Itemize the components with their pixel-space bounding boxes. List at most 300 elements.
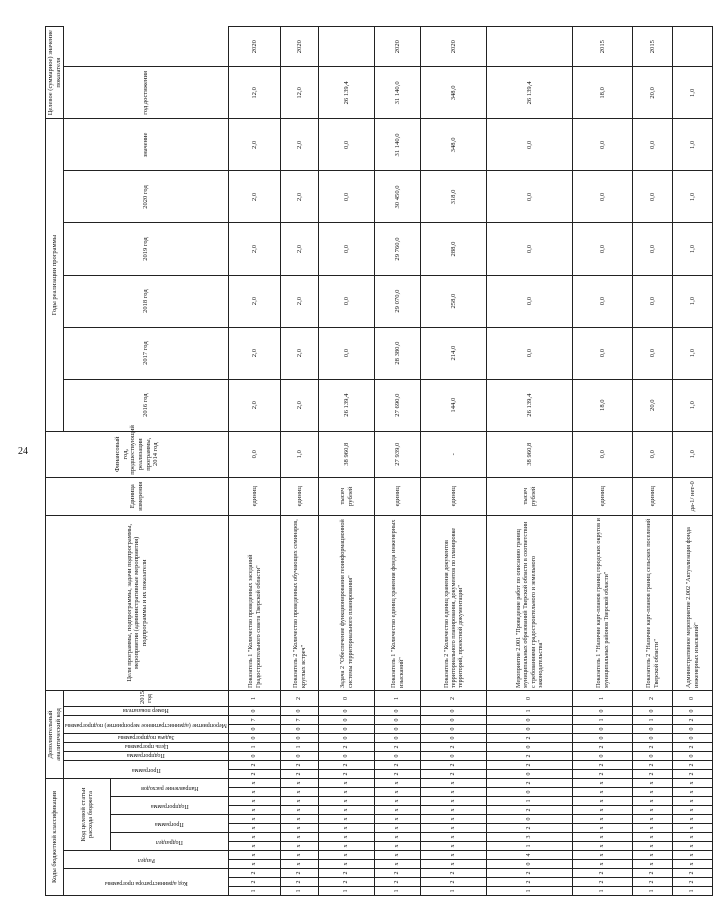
code-digit-cell: 0 xyxy=(319,707,375,716)
code-digit-cell: 1 xyxy=(673,887,713,896)
target-year-cell xyxy=(487,27,573,67)
code-digit-cell: 0 xyxy=(487,770,573,779)
target-value-cell: 20,0 xyxy=(633,67,673,119)
base-year-value-cell: 27 939,0 xyxy=(375,431,421,477)
code-digit-cell: 0 xyxy=(281,707,319,716)
target-group-header: Целевое (суммарное) значение показателя xyxy=(46,27,64,119)
code-digit-cell: 0 xyxy=(487,788,573,797)
code-digit-cell: х xyxy=(573,833,633,842)
code-digit-cell: 2 xyxy=(421,743,487,752)
code-digit-cell: х xyxy=(319,815,375,824)
year-value-cell: 1,0 xyxy=(673,171,713,223)
year-value-cell: 1,0 xyxy=(673,223,713,275)
code-digit-cell: 3 xyxy=(487,833,573,842)
year-value-cell: 0,0 xyxy=(573,223,633,275)
year-value-cell: 26 139,4 xyxy=(487,379,573,431)
code-digit-cell: х xyxy=(633,824,673,833)
code-digit-cell: 2 xyxy=(633,770,673,779)
admin-code-header: Код администратора программы xyxy=(64,869,229,896)
code-digit-cell: х xyxy=(573,815,633,824)
target-value-cell: 348,0 xyxy=(421,67,487,119)
code-digit-cell: 0 xyxy=(229,752,281,761)
code-digit-cell: х xyxy=(673,815,713,824)
code-digit-cell: 1 xyxy=(487,887,573,896)
codes-group-header: Коды бюджетной классификации xyxy=(46,779,64,896)
subprogram-code-header: Подпрограмма xyxy=(64,752,229,761)
code-digit-cell: 2 xyxy=(487,824,573,833)
code-digit-cell: 0 xyxy=(673,690,713,706)
table-row xyxy=(421,27,487,896)
program-code-header: Программа xyxy=(64,761,229,779)
year-value-cell: 1,0 xyxy=(673,275,713,327)
code-digit-cell: 2 xyxy=(319,761,375,770)
year-2015-header: 2015 год xyxy=(64,690,229,706)
indicator-name-cell: Показатель 1 "Количество проведенных заседаний Градостроительного совета Тверской области" xyxy=(229,515,281,690)
year-value-cell: 1,0 xyxy=(673,327,713,379)
year-value-cell: 0,0 xyxy=(319,327,375,379)
code-digit-cell: х xyxy=(229,842,281,851)
target-year-cell: 2020 xyxy=(375,27,421,67)
code-digit-cell: х xyxy=(281,788,319,797)
program-indicators-table xyxy=(45,26,713,896)
code-digit-cell: х xyxy=(673,860,713,869)
code-digit-cell: 2 xyxy=(573,761,633,770)
code-digit-cell: 0 xyxy=(421,707,487,716)
code-digit-cell: 0 xyxy=(229,707,281,716)
code-digit-cell: 2 xyxy=(319,743,375,752)
code-digit-cell: 1 xyxy=(229,743,281,752)
year-value-cell: 0,0 xyxy=(633,275,673,327)
code-digit-cell: х xyxy=(375,806,421,815)
table-row xyxy=(573,27,633,896)
code-digit-cell: 2 xyxy=(573,878,633,887)
target-year-cell: 2020 xyxy=(229,27,281,67)
unit-cell: единиц xyxy=(573,477,633,515)
year-2016-header: 2016 год xyxy=(64,379,229,431)
target-value-cell: 26 139,4 xyxy=(487,67,573,119)
code-digit-cell: х xyxy=(319,824,375,833)
code-digit-cell: 0 xyxy=(673,707,713,716)
code-digit-cell: х xyxy=(421,824,487,833)
year-value-cell: 2,0 xyxy=(229,171,281,223)
year-value-cell: 29 070,0 xyxy=(375,275,421,327)
code-digit-cell: 2 xyxy=(229,869,281,878)
code-digit-cell: 0 xyxy=(375,716,421,725)
years-group-header: Годы реализации программы xyxy=(46,119,64,431)
target-value-cell: 31 140,0 xyxy=(375,67,421,119)
code-digit-cell: 2 xyxy=(673,716,713,725)
code-digit-cell: х xyxy=(573,797,633,806)
year-value-cell: 18,0 xyxy=(573,379,633,431)
code-digit-cell: 0 xyxy=(633,725,673,734)
unit-cell: единиц xyxy=(421,477,487,515)
code-digit-cell: 2 xyxy=(281,690,319,706)
code-digit-cell: х xyxy=(281,815,319,824)
code-digit-cell: 7 xyxy=(281,716,319,725)
code-digit-cell: 2 xyxy=(573,770,633,779)
code-digit-cell: 2 xyxy=(487,752,573,761)
code-digit-cell: 2 xyxy=(673,743,713,752)
code-digit-cell: х xyxy=(319,788,375,797)
code-digit-cell: 2 xyxy=(281,878,319,887)
code-digit-cell: 2 xyxy=(375,743,421,752)
code-digit-cell: х xyxy=(633,833,673,842)
code-digit-cell: 2 xyxy=(281,761,319,770)
code-digit-cell: х xyxy=(573,842,633,851)
code-digit-cell: 0 xyxy=(487,860,573,869)
code-digit-cell: х xyxy=(673,824,713,833)
code-digit-cell: 2 xyxy=(633,743,673,752)
code-digit-cell: х xyxy=(229,788,281,797)
indicator-name-cell: Показатель 2 "Наличие карт-планов границ сельских поселений Тверской области" xyxy=(633,515,673,690)
code-digit-cell: 1 xyxy=(229,690,281,706)
code-digit-cell: х xyxy=(673,779,713,788)
base-year-value-cell: 1,0 xyxy=(673,431,713,477)
code-digit-cell: 2 xyxy=(421,770,487,779)
table-row xyxy=(281,27,319,896)
code-digit-cell: х xyxy=(281,842,319,851)
code-digit-cell: 0 xyxy=(673,752,713,761)
code-digit-cell: х xyxy=(319,797,375,806)
code-digit-cell: х xyxy=(319,851,375,860)
code-digit-cell: 2 xyxy=(281,770,319,779)
code-digit-cell: х xyxy=(375,824,421,833)
target-value-cell: 1,0 xyxy=(673,67,713,119)
year-value-cell: 258,0 xyxy=(421,275,487,327)
year-value-cell: 2,0 xyxy=(281,275,319,327)
additional-code-group-header: Дополнительный аналитический код xyxy=(46,690,64,778)
code-digit-cell: 2 xyxy=(421,761,487,770)
year-2017-header: 2017 год xyxy=(64,327,229,379)
code-digit-cell: 2 xyxy=(673,878,713,887)
code-digit-cell: х xyxy=(421,842,487,851)
code-digit-cell: х xyxy=(229,806,281,815)
code-digit-cell: х xyxy=(281,824,319,833)
code-digit-cell: х xyxy=(633,797,673,806)
code-digit-cell: х xyxy=(319,860,375,869)
code-digit-cell: х xyxy=(229,833,281,842)
code-digit-cell: 0 xyxy=(281,725,319,734)
indicator-name-cell: Показатель 2 "Количество проведенных обучающих семинаров, круглых встреч" xyxy=(281,515,319,690)
code-digit-cell: 2 xyxy=(319,770,375,779)
year-value-cell: 214,0 xyxy=(421,327,487,379)
code-digit-cell: 0 xyxy=(281,734,319,743)
code-digit-cell: х xyxy=(421,806,487,815)
unit-cell: тысяч рублей xyxy=(319,477,375,515)
code-digit-cell: х xyxy=(375,833,421,842)
code-digit-cell: 2 xyxy=(633,869,673,878)
code-digit-cell: 0 xyxy=(319,752,375,761)
code-digit-cell: 0 xyxy=(421,734,487,743)
code-digit-cell: х xyxy=(573,860,633,869)
code-digit-cell: 2 xyxy=(421,878,487,887)
code-digit-cell: 1 xyxy=(319,887,375,896)
code-digit-cell: х xyxy=(375,851,421,860)
target-year-cell: 2020 xyxy=(281,27,319,67)
year-value-cell: 0,0 xyxy=(633,171,673,223)
fin-year-column-header: Финансовый год, предшествующий реализации программы, 2014 год xyxy=(46,431,229,477)
code-digit-cell: х xyxy=(421,851,487,860)
code-digit-cell: х xyxy=(229,851,281,860)
year-value-cell: 0,0 xyxy=(573,171,633,223)
indicator-name-cell: Задача 2 "Обеспечение функционирования геоинформационной системы территориального планирования" xyxy=(319,515,375,690)
code-digit-cell: х xyxy=(633,860,673,869)
code-digit-cell: 2 xyxy=(487,806,573,815)
indicator-name-cell: Показатель 1 "Наличие карт-планов границ городских округов и муниципальных районов Тверской области" xyxy=(573,515,633,690)
code-digit-cell: 0 xyxy=(633,734,673,743)
code-digit-cell: х xyxy=(319,833,375,842)
code-digit-cell: х xyxy=(281,860,319,869)
code-digit-cell: х xyxy=(281,779,319,788)
code-digit-cell: х xyxy=(573,824,633,833)
code-digit-cell: х xyxy=(229,860,281,869)
target-year-cell: 2020 xyxy=(421,27,487,67)
code-digit-cell: 2 xyxy=(633,878,673,887)
code-digit-cell: х xyxy=(673,833,713,842)
table-row xyxy=(673,27,713,896)
code-digit-cell: 2 xyxy=(319,878,375,887)
base-year-value-cell: 0,0 xyxy=(229,431,281,477)
unit-cell: тысяч рублей xyxy=(487,477,573,515)
code-digit-cell: 1 xyxy=(281,743,319,752)
code-digit-cell: х xyxy=(421,797,487,806)
year-value-cell: 144,0 xyxy=(421,379,487,431)
code-digit-cell: 0 xyxy=(573,725,633,734)
code-digit-cell: х xyxy=(673,851,713,860)
code-digit-cell: 0 xyxy=(487,815,573,824)
code-digit-cell: 2 xyxy=(487,734,573,743)
code-digit-cell: х xyxy=(281,851,319,860)
target-value-cell: 12,0 xyxy=(229,67,281,119)
code-digit-cell: 0 xyxy=(229,725,281,734)
target-year-cell: 2015 xyxy=(633,27,673,67)
code-digit-cell: 0 xyxy=(375,734,421,743)
code-digit-cell: х xyxy=(229,797,281,806)
subsection-header: Подраздел xyxy=(111,833,229,851)
year-value-cell: 0,0 xyxy=(573,275,633,327)
code-digit-cell: 2 xyxy=(673,869,713,878)
code-digit-cell: 2 xyxy=(229,770,281,779)
indicator-name-cell: Показатель 2 "Количество единиц хранения документов территориального планирования, документов по планировке территорий, проектной документации" xyxy=(421,515,487,690)
code-digit-cell: х xyxy=(573,779,633,788)
code-digit-cell: х xyxy=(421,779,487,788)
code-digit-cell: 2 xyxy=(229,878,281,887)
code-digit-cell: 0 xyxy=(421,752,487,761)
rotated-program-table-container xyxy=(45,26,700,896)
code-digit-cell: х xyxy=(673,806,713,815)
base-year-value-cell: 0,0 xyxy=(633,431,673,477)
code-digit-cell: 2 xyxy=(421,869,487,878)
indicator-name-cell: Административное мероприятие 2.002 "Актуализация фонда инженерных изысканий" xyxy=(673,515,713,690)
code-digit-cell: 1 xyxy=(633,716,673,725)
code-digit-cell: х xyxy=(229,779,281,788)
code-digit-cell: 1 xyxy=(573,887,633,896)
code-digit-cell: 2 xyxy=(319,869,375,878)
target-year-cell xyxy=(319,27,375,67)
program-goal-header: Цель программы xyxy=(64,743,229,752)
code-digit-cell: 2 xyxy=(375,869,421,878)
code-digit-cell: х xyxy=(573,806,633,815)
code-digit-cell: х xyxy=(633,779,673,788)
expense-direction-header: Направление расходов xyxy=(111,779,229,797)
year-value-cell: 2,0 xyxy=(281,119,319,171)
code-digit-cell: 4 xyxy=(487,851,573,860)
code-digit-cell: 2 xyxy=(375,878,421,887)
code-digit-cell: 0 xyxy=(281,752,319,761)
code-digit-cell: х xyxy=(281,833,319,842)
target-year-header: год достижения xyxy=(64,67,229,119)
activity-header: Мероприятие (административное мероприятие) подпрограммы xyxy=(64,716,229,734)
year-value-cell: 318,0 xyxy=(421,171,487,223)
year-value-cell: 0,0 xyxy=(319,119,375,171)
code-digit-cell: 1 xyxy=(633,887,673,896)
code-digit-cell: х xyxy=(375,842,421,851)
table-row xyxy=(487,27,573,896)
year-value-cell: 27 690,0 xyxy=(375,379,421,431)
base-year-value-cell: 1,0 xyxy=(281,431,319,477)
code-digit-cell: х xyxy=(319,806,375,815)
code-digit-cell: 2 xyxy=(281,869,319,878)
code-digit-cell: 7 xyxy=(229,716,281,725)
code-digit-cell: 0 xyxy=(319,690,375,706)
code-digit-cell: х xyxy=(319,779,375,788)
year-value-cell: 1,0 xyxy=(673,119,713,171)
unit-cell: единиц xyxy=(281,477,319,515)
code-digit-cell: 0 xyxy=(229,734,281,743)
code-digit-cell: 0 xyxy=(319,734,375,743)
year-value-cell: 0,0 xyxy=(633,327,673,379)
year-value-cell: 2,0 xyxy=(229,119,281,171)
code-digit-cell: х xyxy=(573,851,633,860)
code-digit-cell: 1 xyxy=(487,797,573,806)
year-value-cell: 0,0 xyxy=(487,119,573,171)
table-row xyxy=(319,27,375,896)
code-digit-cell: 0 xyxy=(319,716,375,725)
code-digit-cell: х xyxy=(281,797,319,806)
year-value-cell: 26 139,4 xyxy=(319,379,375,431)
page-number: 24 xyxy=(18,446,28,457)
code-digit-cell: 0 xyxy=(673,725,713,734)
code-digit-cell: 1 xyxy=(375,887,421,896)
code-digit-cell: 0 xyxy=(375,707,421,716)
code-digit-cell: 2 xyxy=(673,761,713,770)
year-value-cell: 2,0 xyxy=(229,327,281,379)
base-year-value-cell: 38 960,8 xyxy=(487,431,573,477)
target-value-cell: 18,0 xyxy=(573,67,633,119)
base-year-value-cell: - xyxy=(421,431,487,477)
code-digit-cell: 2 xyxy=(375,761,421,770)
program-header: Программа xyxy=(111,815,229,833)
code-digit-cell: 0 xyxy=(375,725,421,734)
year-value-cell: 288,0 xyxy=(421,223,487,275)
table-row xyxy=(375,27,421,896)
section-header: Раздел xyxy=(64,851,229,869)
year-value-cell: 0,0 xyxy=(633,223,673,275)
code-digit-cell: 1 xyxy=(421,887,487,896)
code-digit-cell: 1 xyxy=(375,690,421,706)
year-value-cell: 0,0 xyxy=(573,119,633,171)
year-value-cell: 20,0 xyxy=(633,379,673,431)
code-digit-cell: 2 xyxy=(487,779,573,788)
code-digit-cell: х xyxy=(421,788,487,797)
code-digit-cell: х xyxy=(633,851,673,860)
code-digit-cell: 2 xyxy=(633,690,673,706)
code-digit-cell: 2 xyxy=(421,690,487,706)
year-value-cell: 29 760,0 xyxy=(375,223,421,275)
target-value-cell: 12,0 xyxy=(281,67,319,119)
year-value-cell: 0,0 xyxy=(487,275,573,327)
year-value-cell: 2,0 xyxy=(281,327,319,379)
code-digit-cell: х xyxy=(633,815,673,824)
year-value-cell: 348,0 xyxy=(421,119,487,171)
year-value-cell: 0,0 xyxy=(487,171,573,223)
code-digit-cell: х xyxy=(673,842,713,851)
code-digit-cell: 0 xyxy=(421,725,487,734)
target-code-group-header: Код целевой статьи расхода бюджета xyxy=(64,779,111,851)
year-value-cell: 2,0 xyxy=(281,171,319,223)
year-value-cell: 30 450,0 xyxy=(375,171,421,223)
year-value-cell: 0,0 xyxy=(487,223,573,275)
target-value-header: значение xyxy=(64,119,229,171)
code-digit-cell: х xyxy=(421,815,487,824)
year-value-cell: 0,0 xyxy=(319,171,375,223)
unit-cell: единиц xyxy=(229,477,281,515)
year-value-cell: 0,0 xyxy=(573,327,633,379)
code-digit-cell: х xyxy=(633,842,673,851)
code-digit-cell: 1 xyxy=(487,842,573,851)
code-digit-cell: 0 xyxy=(375,752,421,761)
year-value-cell: 0,0 xyxy=(319,223,375,275)
code-digit-cell: х xyxy=(281,806,319,815)
code-digit-cell: х xyxy=(573,788,633,797)
year-value-cell: 28 380,0 xyxy=(375,327,421,379)
year-value-cell: 2,0 xyxy=(229,379,281,431)
code-digit-cell: 0 xyxy=(573,752,633,761)
code-digit-cell: 1 xyxy=(573,690,633,706)
target-value-cell: 26 139,4 xyxy=(319,67,375,119)
code-digit-cell: 0 xyxy=(487,716,573,725)
code-digit-cell: 0 xyxy=(573,734,633,743)
code-digit-cell: 2 xyxy=(487,869,573,878)
target-year-cell xyxy=(673,27,713,67)
code-digit-cell: 1 xyxy=(573,716,633,725)
code-digit-cell: 2 xyxy=(633,761,673,770)
code-digit-cell: 1 xyxy=(487,707,573,716)
code-digit-cell: х xyxy=(375,860,421,869)
code-digit-cell: 0 xyxy=(487,743,573,752)
code-digit-cell: 0 xyxy=(487,690,573,706)
year-value-cell: 0,0 xyxy=(487,327,573,379)
code-digit-cell: 0 xyxy=(487,725,573,734)
code-digit-cell: 2 xyxy=(673,770,713,779)
code-digit-cell: х xyxy=(421,860,487,869)
indicator-name-cell: Мероприятие 2.001 "Проведение работ по описанию границ муниципальных образований Тверской области в соответствии с требованиями градостроительного и земельного законодательства" xyxy=(487,515,573,690)
subprogram-header: Подпрограмма xyxy=(111,797,229,815)
code-digit-cell: х xyxy=(633,806,673,815)
goals-column-header: Цели программы, подпрограммы, задачи подпрограммы, мероприятия (административные мероприятия) подпрограммы и их показатели xyxy=(46,515,229,690)
year-value-cell: 1,0 xyxy=(673,379,713,431)
code-digit-cell: 1 xyxy=(281,887,319,896)
table-row xyxy=(633,27,673,896)
code-digit-cell: х xyxy=(229,815,281,824)
code-digit-cell: х xyxy=(375,797,421,806)
code-digit-cell: 0 xyxy=(421,716,487,725)
code-digit-cell: х xyxy=(633,788,673,797)
year-value-cell: 2,0 xyxy=(229,223,281,275)
code-digit-cell: х xyxy=(375,815,421,824)
code-digit-cell: 0 xyxy=(319,725,375,734)
indicator-no-header: Номер показателя xyxy=(64,707,229,716)
